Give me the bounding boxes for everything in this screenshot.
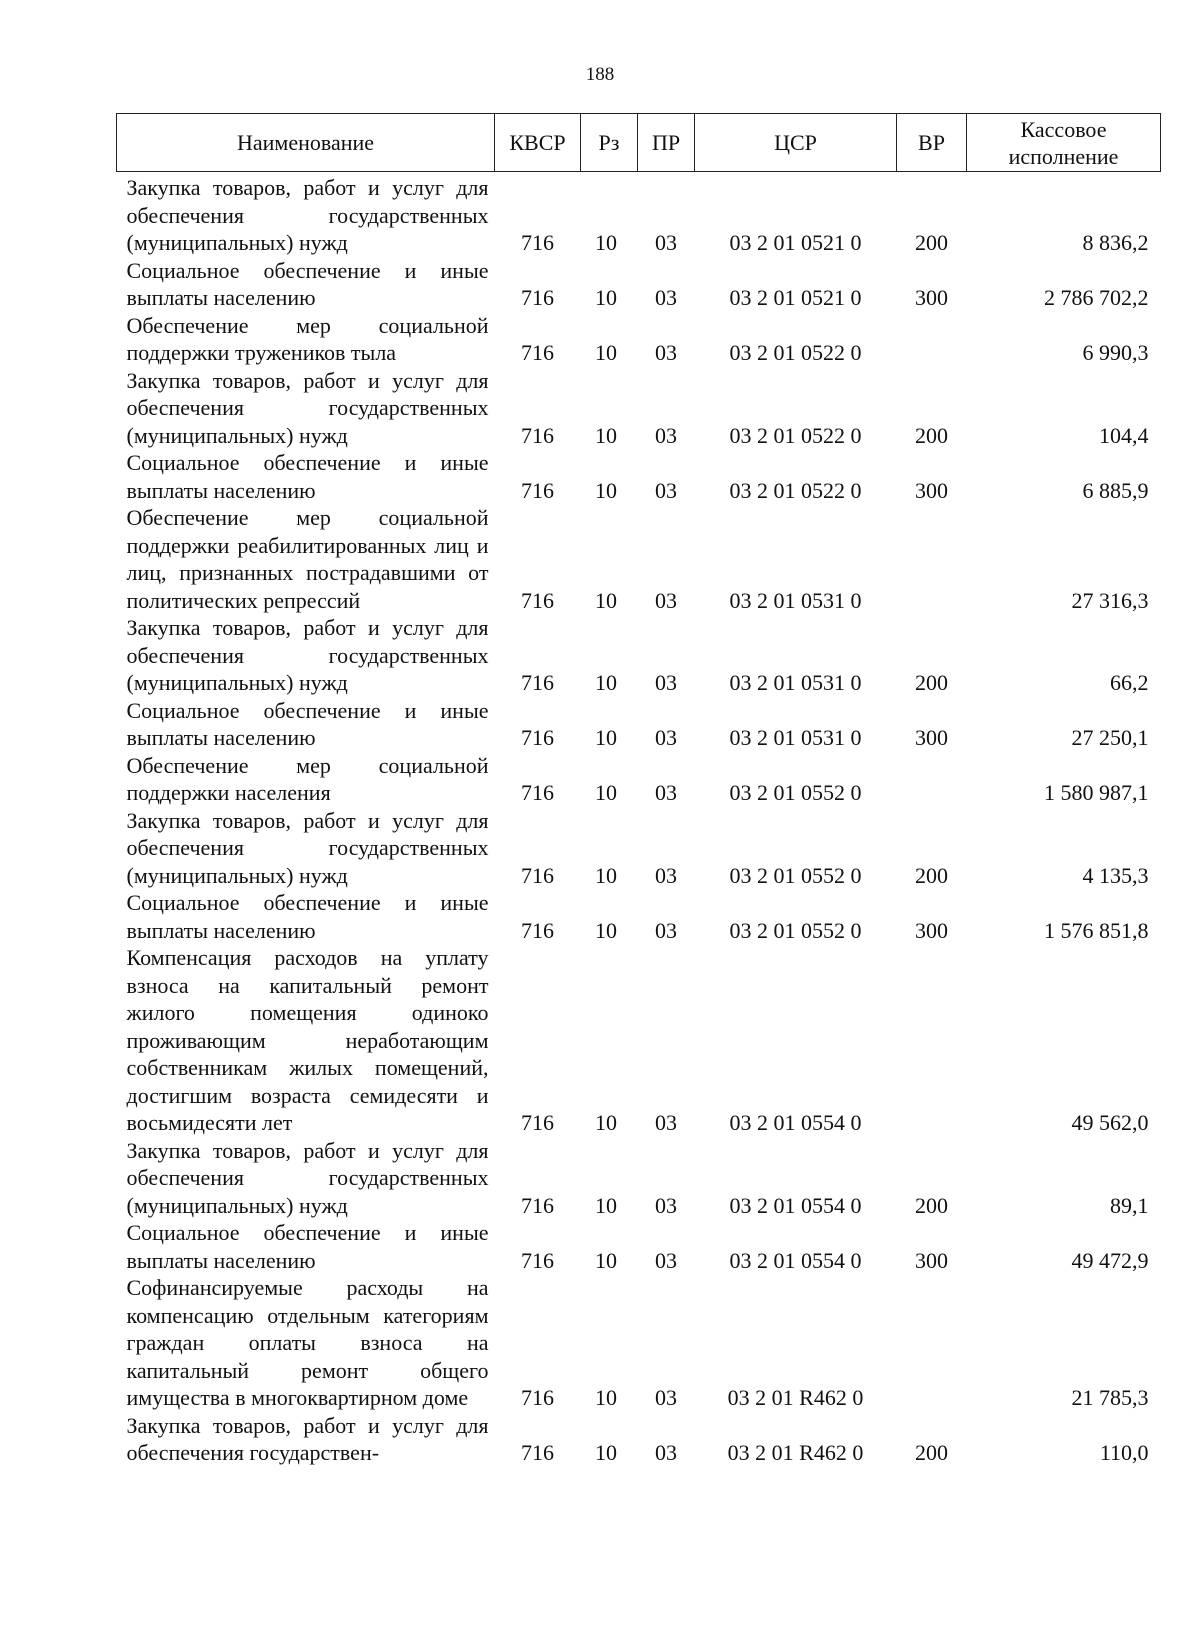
cell-pr: 03 — [655, 1192, 677, 1218]
cell-kvsr: 716 — [521, 340, 554, 365]
cell-pr: 03 — [655, 862, 677, 888]
cell-kvsr: 716 — [521, 422, 554, 448]
cell-csr: 03 2 01 0552 0 — [729, 862, 862, 888]
cell-sum: 27 316,3 — [1071, 587, 1149, 613]
cell-kvsr: 716 — [521, 917, 554, 943]
cell-sum: 27 250,1 — [1071, 725, 1149, 750]
cell-kvsr: 716 — [521, 670, 554, 695]
table-row — [117, 1274, 1161, 1412]
cell-vr: 300 — [915, 917, 948, 943]
cell-sum: 8 836,2 — [1082, 230, 1149, 255]
table-row — [117, 752, 1161, 807]
cell-pr: 03 — [655, 1440, 677, 1465]
cell-vr — [897, 944, 967, 1137]
cell-vr: 300 — [915, 725, 948, 750]
header-kvsr: КВСР — [495, 114, 581, 172]
cell-kvsr: 716 — [521, 1110, 554, 1135]
cell-name: Закупка товаров, работ и услуг для обеспечения государственных (муниципальных) нужд — [126, 367, 489, 448]
cell-rz: 10 — [595, 1247, 617, 1273]
cell-pr: 03 — [655, 780, 677, 805]
cell-rz: 10 — [595, 422, 617, 448]
cell-csr: 03 2 01 0522 0 — [729, 477, 862, 503]
cell-pr: 03 — [655, 230, 677, 255]
cell-csr: 03 2 01 0521 0 — [729, 285, 862, 310]
table-row — [117, 889, 1161, 944]
cell-csr: 03 2 01 0554 0 — [729, 1192, 862, 1218]
cell-vr — [897, 504, 967, 614]
table-row — [117, 257, 1161, 312]
cell-kvsr: 716 — [521, 230, 554, 255]
table-row — [117, 1412, 1161, 1467]
table-row — [117, 1219, 1161, 1274]
table-row — [117, 449, 1161, 504]
cell-kvsr: 716 — [521, 1192, 554, 1218]
cell-vr: 300 — [915, 477, 948, 503]
cell-name: Социальное обеспечение и иные выплаты населению — [126, 697, 489, 750]
cell-csr: 03 2 01 0554 0 — [729, 1110, 862, 1135]
cell-kvsr: 716 — [521, 862, 554, 888]
cell-vr: 200 — [915, 862, 948, 888]
cell-name: Закупка товаров, работ и услуг для обеспечения государственных (муниципальных) нужд — [126, 175, 489, 255]
cell-name: Социальное обеспечение и иные выплаты населению — [126, 257, 489, 310]
cell-name: Софинансируемые расходы на компенсацию отдельным категориям граждан оплаты взноса на капитальный ремонт общего имущества в многоквартирном доме — [126, 1275, 489, 1410]
cell-csr: 03 2 01 0531 0 — [729, 587, 862, 613]
cell-kvsr: 716 — [521, 780, 554, 805]
header-csr: ЦСР — [695, 114, 897, 172]
cell-sum: 1 576 851,8 — [1044, 917, 1149, 943]
page-number: 188 — [585, 64, 615, 85]
cell-rz: 10 — [595, 1192, 617, 1218]
header-sum-line2: исполнение — [1008, 143, 1119, 169]
cell-pr: 03 — [655, 477, 677, 503]
cell-name: Обеспечение мер социальной поддержки тружеников тыла — [126, 312, 489, 365]
cell-vr: 200 — [915, 1192, 948, 1218]
cell-vr: 200 — [915, 230, 948, 255]
cell-sum: 1 580 987,1 — [1044, 780, 1149, 805]
cell-kvsr: 716 — [521, 1247, 554, 1273]
cell-name: Социальное обеспечение и иные выплаты населению — [126, 890, 489, 943]
table-row — [117, 367, 1161, 450]
cell-csr: 03 2 01 0552 0 — [729, 780, 862, 805]
cell-pr: 03 — [655, 1385, 677, 1410]
cell-csr: 03 2 01 0521 0 — [729, 230, 862, 255]
table-row — [117, 614, 1161, 697]
cell-kvsr: 716 — [521, 587, 554, 613]
cell-rz: 10 — [595, 780, 617, 805]
cell-rz: 10 — [595, 1110, 617, 1135]
cell-pr: 03 — [655, 725, 677, 750]
cell-vr: 200 — [915, 670, 948, 695]
table-row — [117, 944, 1161, 1137]
cell-sum: 2 786 702,2 — [1044, 285, 1149, 310]
table-body — [117, 172, 1161, 1467]
cell-rz: 10 — [595, 725, 617, 750]
cell-kvsr: 716 — [521, 285, 554, 310]
cell-vr: 200 — [915, 422, 948, 448]
cell-pr: 03 — [655, 917, 677, 943]
cell-rz: 10 — [595, 917, 617, 943]
cell-rz: 10 — [595, 340, 617, 365]
cell-sum: 66,2 — [1110, 670, 1149, 695]
cell-name: Обеспечение мер социальной поддержки населения — [126, 752, 489, 805]
cell-vr — [897, 1274, 967, 1412]
cell-csr: 03 2 01 0522 0 — [729, 422, 862, 448]
cell-name: Компенсация расходов на уплату взноса на капитальный ремонт жилого помещения одиноко проживающим неработающим собственникам жилых помещений, достигшим возраста семидесяти и восьмидесяти лет — [126, 945, 489, 1135]
cell-pr: 03 — [655, 1110, 677, 1135]
table-header — [117, 114, 1161, 172]
cell-sum: 89,1 — [1110, 1192, 1149, 1218]
header-vr: ВР — [897, 114, 967, 172]
cell-pr: 03 — [655, 670, 677, 695]
cell-kvsr: 716 — [521, 477, 554, 503]
cell-rz: 10 — [595, 1385, 617, 1410]
cell-name: Закупка товаров, работ и услуг для обеспечения государственных (муниципальных) нужд — [126, 807, 489, 888]
cell-sum: 6 885,9 — [1082, 477, 1149, 503]
cell-pr: 03 — [655, 587, 677, 613]
cell-vr — [897, 752, 967, 807]
cell-rz: 10 — [595, 587, 617, 613]
cell-rz: 10 — [595, 477, 617, 503]
cell-name: Обеспечение мер социальной поддержки реабилитированных лиц и лиц, признанных пострадавшими от политических репрессий — [126, 505, 489, 613]
cell-csr: 03 2 01 R462 0 — [727, 1385, 864, 1410]
table-row — [117, 312, 1161, 367]
cell-sum: 49 562,0 — [1071, 1110, 1149, 1135]
cell-sum: 104,4 — [1099, 422, 1149, 448]
cell-csr: 03 2 01 0531 0 — [729, 725, 862, 750]
cell-csr: 03 2 01 0531 0 — [729, 670, 862, 695]
cell-kvsr: 716 — [521, 1385, 554, 1410]
header-pr: ПР — [638, 114, 695, 172]
cell-rz: 10 — [595, 285, 617, 310]
cell-csr: 03 2 01 0552 0 — [729, 917, 862, 943]
cell-pr: 03 — [655, 1247, 677, 1273]
cell-name: Закупка товаров, работ и услуг для обеспечения государствен- — [126, 1412, 489, 1465]
header-name: Наименование — [117, 114, 495, 172]
cell-kvsr: 716 — [521, 725, 554, 750]
cell-pr: 03 — [655, 422, 677, 448]
cell-name: Закупка товаров, работ и услуг для обеспечения государственных (муниципальных) нужд — [126, 1137, 489, 1218]
cell-name: Социальное обеспечение и иные выплаты населению — [126, 1220, 489, 1273]
table-row — [117, 807, 1161, 890]
cell-vr — [897, 312, 967, 367]
cell-rz: 10 — [595, 1440, 617, 1465]
cell-rz: 10 — [595, 230, 617, 255]
table-row — [117, 1137, 1161, 1220]
cell-vr: 300 — [915, 285, 948, 310]
cell-vr: 300 — [915, 1247, 948, 1273]
cell-sum: 21 785,3 — [1071, 1385, 1149, 1410]
cell-csr: 03 2 01 0554 0 — [729, 1247, 862, 1273]
header-sum — [967, 114, 1161, 172]
cell-sum: 49 472,9 — [1071, 1247, 1149, 1273]
header-sum-line1: Кассовое — [1020, 116, 1107, 142]
table-row — [117, 172, 1161, 257]
cell-pr: 03 — [655, 285, 677, 310]
table-row — [117, 504, 1161, 614]
budget-table — [116, 113, 1161, 1467]
cell-sum: 6 990,3 — [1082, 340, 1149, 365]
header-rz: Рз — [581, 114, 638, 172]
cell-vr: 200 — [915, 1440, 948, 1465]
cell-csr: 03 2 01 R462 0 — [727, 1440, 864, 1465]
cell-sum: 110,0 — [1099, 1440, 1149, 1465]
cell-rz: 10 — [595, 670, 617, 695]
cell-rz: 10 — [595, 862, 617, 888]
cell-sum: 4 135,3 — [1082, 862, 1149, 888]
cell-pr: 03 — [655, 340, 677, 365]
cell-kvsr: 716 — [521, 1440, 554, 1465]
cell-name: Закупка товаров, работ и услуг для обеспечения государственных (муниципальных) нужд — [126, 615, 489, 695]
cell-csr: 03 2 01 0522 0 — [729, 340, 862, 365]
table-row — [117, 697, 1161, 752]
cell-name: Социальное обеспечение и иные выплаты населению — [126, 450, 489, 503]
